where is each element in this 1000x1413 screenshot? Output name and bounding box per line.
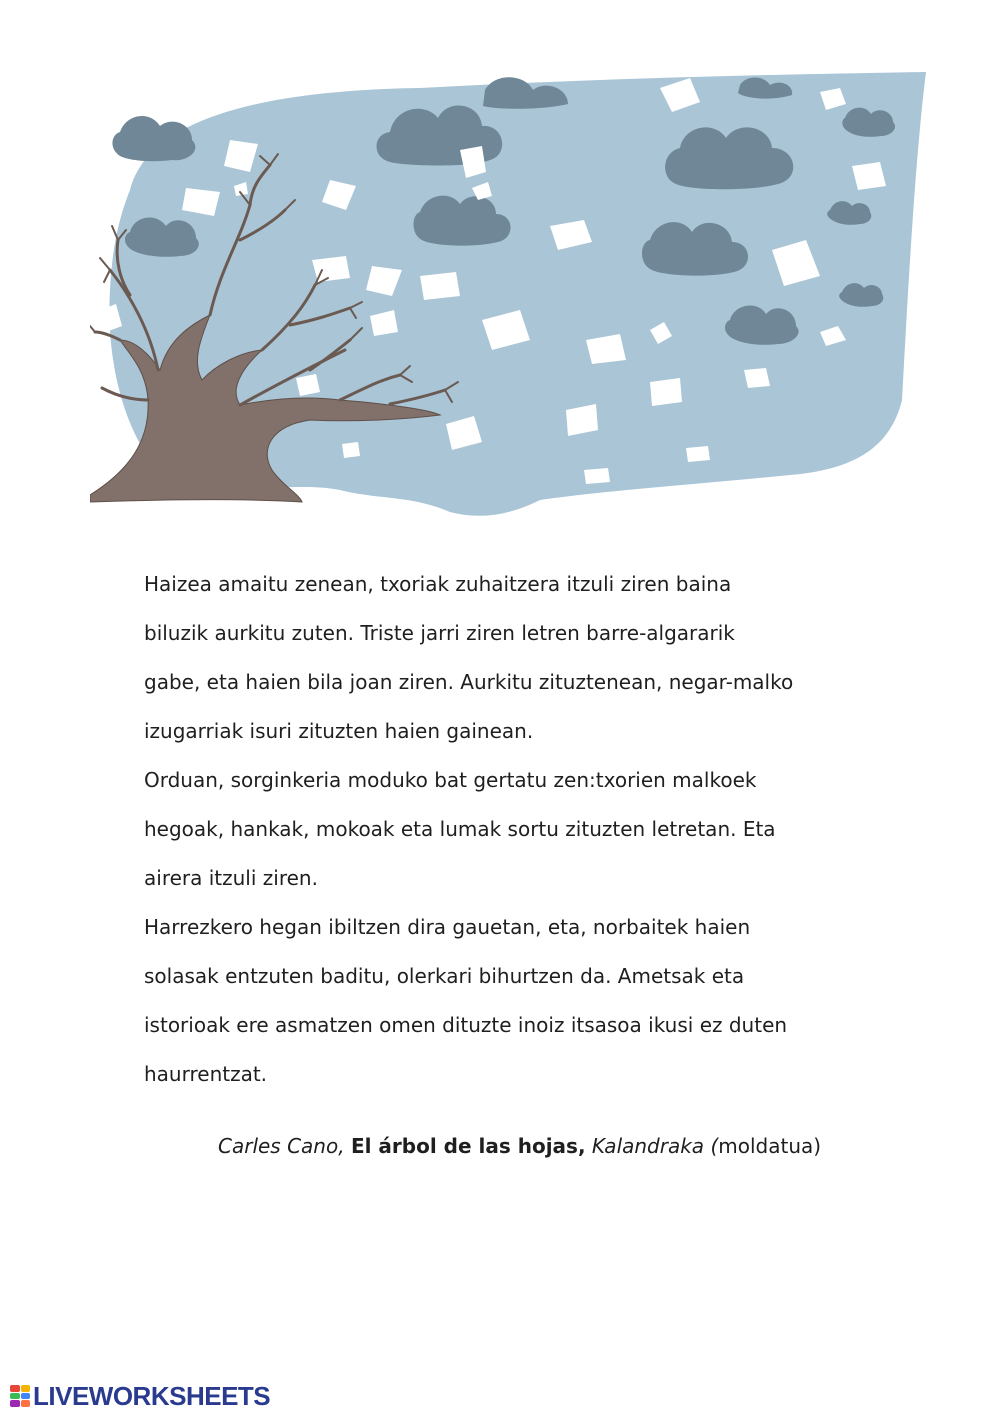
story-line: biluzik aurkitu zuten. Triste jarri ziren letren barre-algararik (144, 621, 735, 645)
footer-brand (10, 1382, 270, 1410)
story-line: istorioak ere asmatzen omen dituzte inoiz itsasoa ikusi ez duten (144, 1013, 788, 1037)
story-line: Harrezkero hegan ibiltzen dira gauetan, eta, norbaitek haien (144, 915, 751, 939)
story-line: gabe, eta haien bila joan ziren. Aurkitu zituztenean, negar-malko (144, 670, 794, 694)
story-line: solasak entzuten baditu, olerkari bihurtzen da. Ametsak eta (144, 964, 745, 988)
citation-note: moldatua) (718, 1134, 822, 1158)
citation-paren-open: ( (710, 1134, 719, 1158)
story-text (144, 560, 884, 1099)
citation-author: Carles Cano, (218, 1134, 345, 1158)
citation (218, 1134, 821, 1158)
story-line: haurrentzat. (144, 1062, 268, 1086)
liveworksheets-logo-icon (10, 1385, 30, 1407)
story-line: airera itzuli ziren. (144, 866, 318, 890)
citation-title: El árbol de las hojas, (350, 1134, 586, 1158)
story-line: izugarriak isuri zituzten haien gainean. (144, 719, 534, 743)
story-line: Haizea amaitu zenean, txoriak zuhaitzera itzuli ziren baina (144, 572, 732, 596)
citation-publisher: Kalandraka (591, 1134, 705, 1158)
story-illustration (90, 70, 930, 530)
brand-name: LIVEWORKSHEETS (33, 1380, 271, 1411)
story-line: Orduan, sorginkeria moduko bat gertatu zen:txorien malkoek (144, 768, 757, 792)
story-line: hegoak, hankak, mokoak eta lumak sortu zituzten letretan. Eta (144, 817, 776, 841)
